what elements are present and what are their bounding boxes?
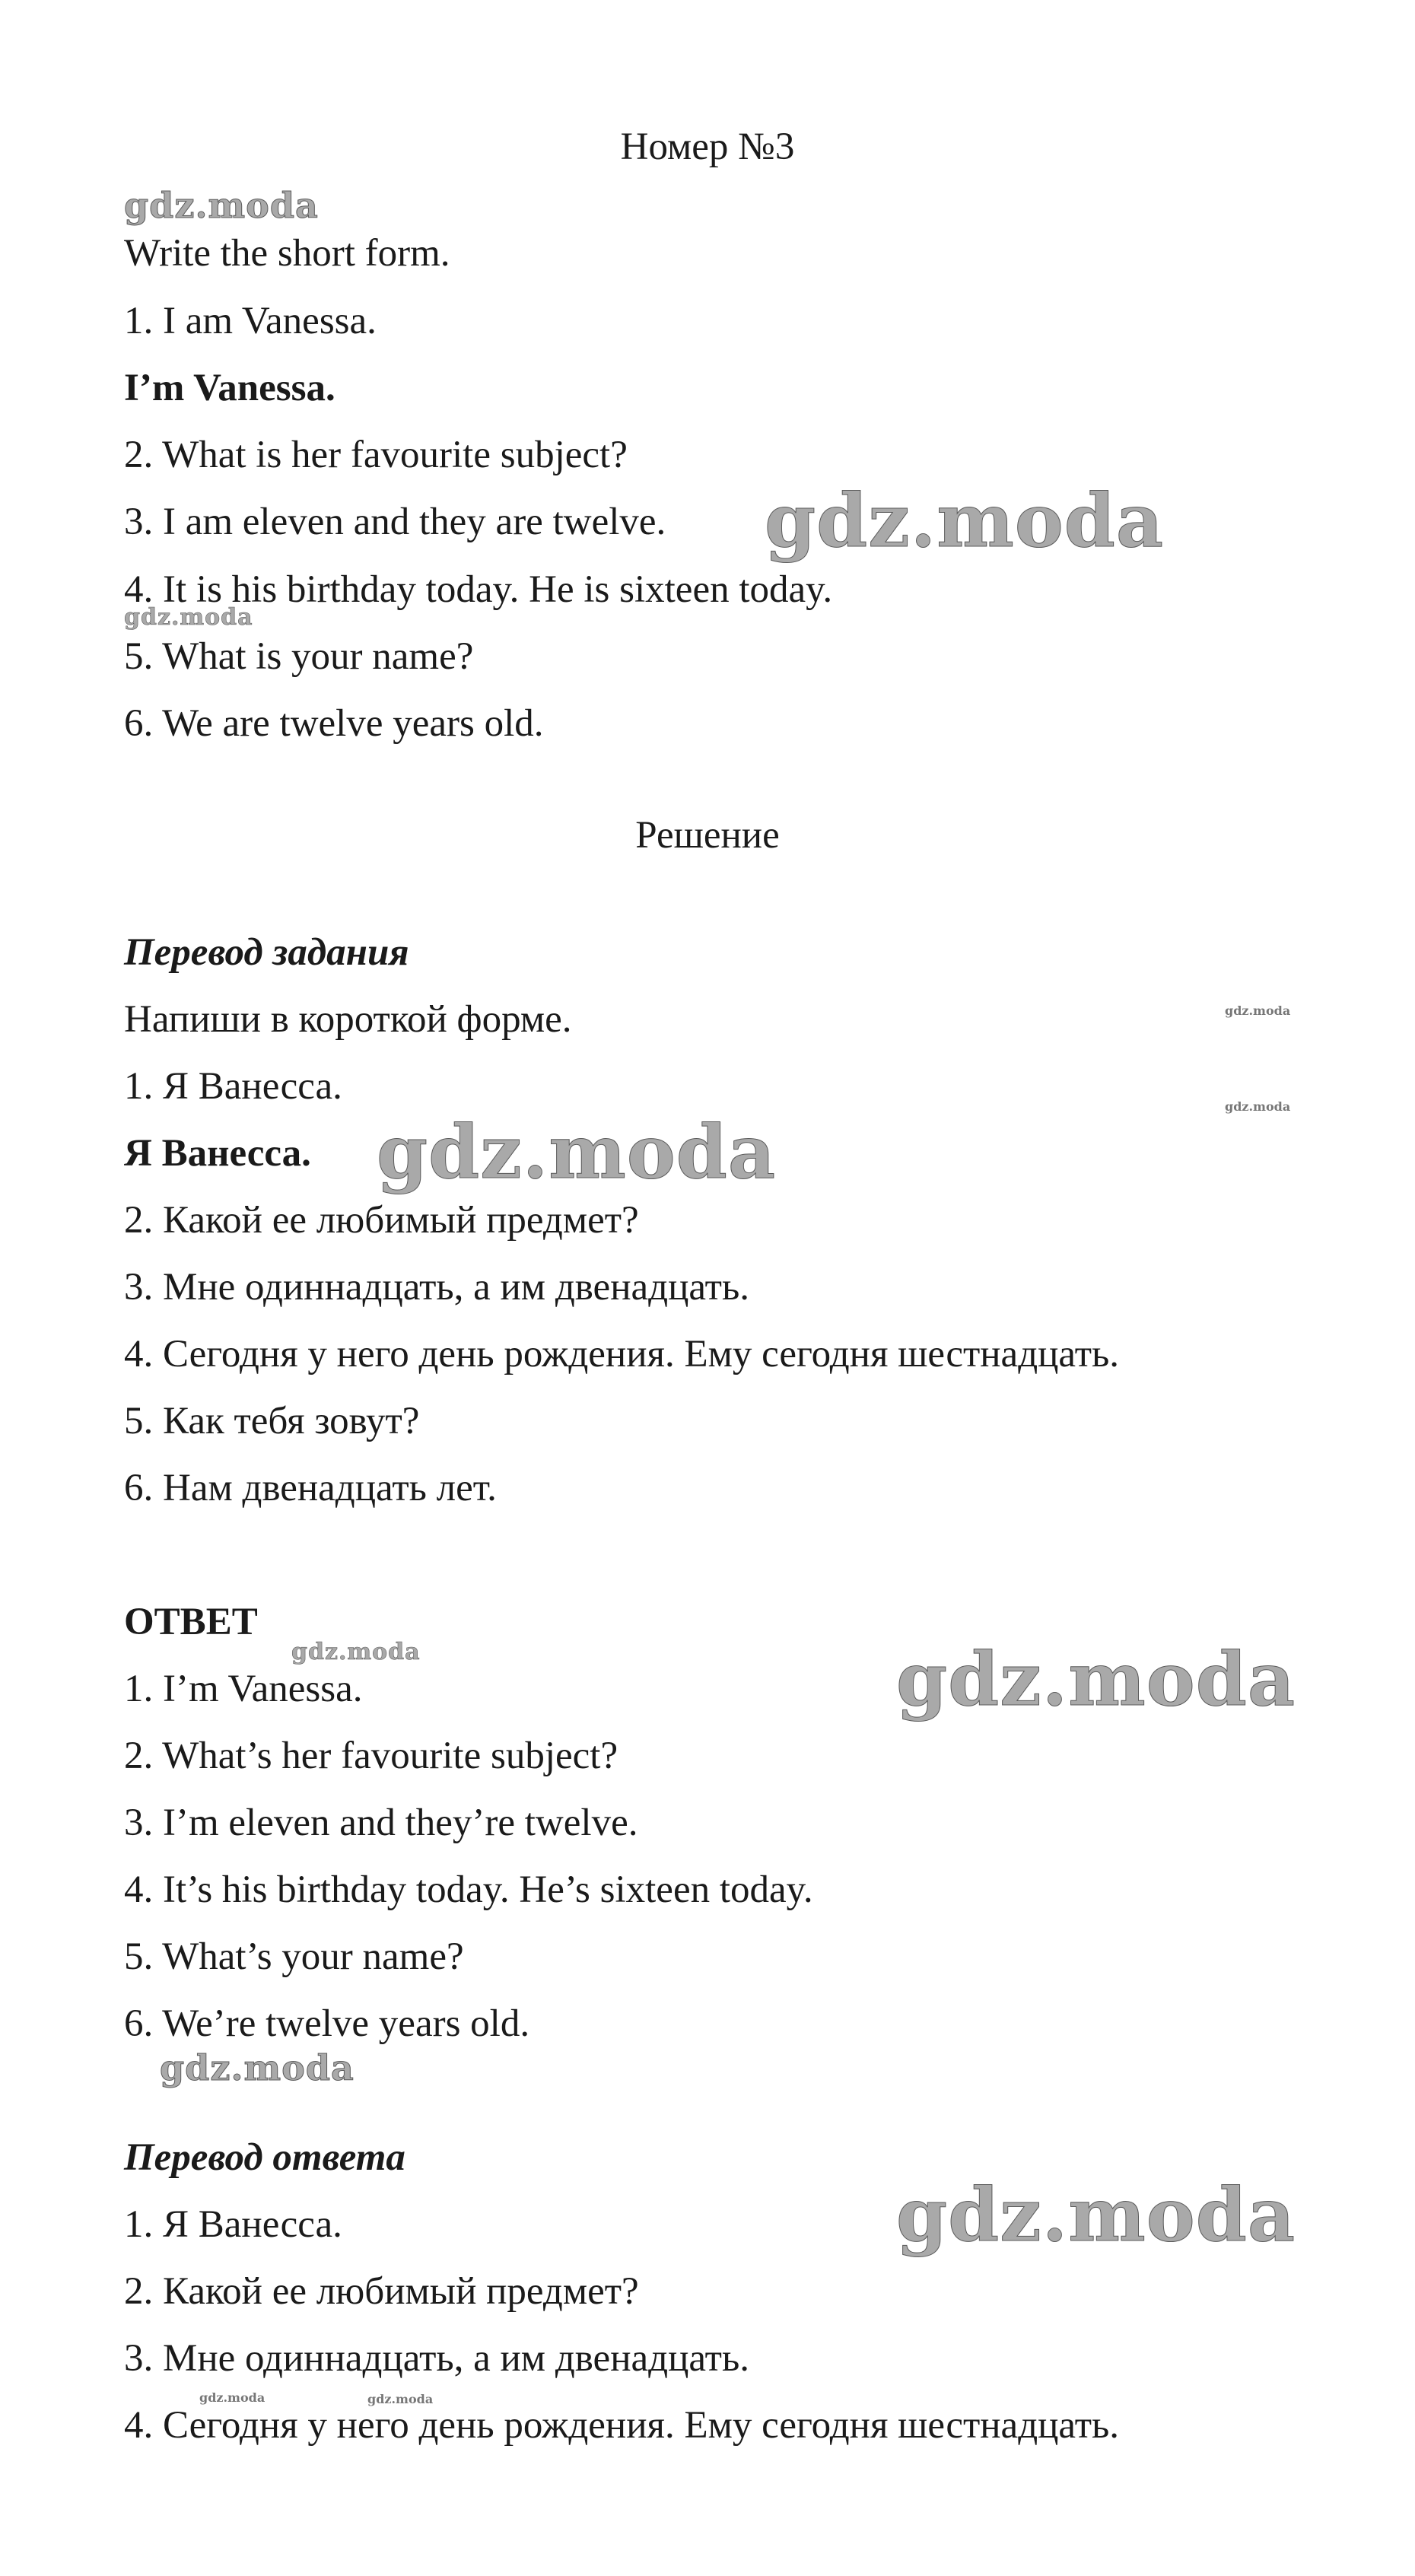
task-item: 2. What is her favourite subject? bbox=[124, 434, 628, 476]
task-example-answer: I’m Vanessa. bbox=[124, 367, 335, 409]
task-translation-item: 2. Какой ее любимый предмет? bbox=[124, 1199, 639, 1242]
watermark: gdz.moda bbox=[124, 185, 319, 226]
answer-translation-item: 1. Я Ванесса. bbox=[124, 2203, 342, 2246]
task-translation-item: 3. Мне одиннадцать, а им двенадцать. bbox=[124, 1266, 749, 1309]
task-translation-item: 4. Сегодня у него день рождения. Ему сегодня шестнадцать. bbox=[124, 1333, 1120, 1375]
answer-item: 5. What’s your name? bbox=[124, 1935, 464, 1978]
watermark: gdz.moda bbox=[291, 1639, 421, 1665]
watermark: gdz.moda bbox=[124, 604, 253, 631]
watermark: gdz.moda bbox=[765, 478, 1165, 564]
task-translation-item: 5. Как тебя зовут? bbox=[124, 1400, 420, 1442]
answer-item: 4. It’s his birthday today. He’s sixteen today. bbox=[124, 1868, 813, 1911]
answer-translation-item: 4. Сегодня у него день рождения. Ему сегодня шестнадцать. bbox=[124, 2404, 1120, 2447]
task-translation-instruction: Напиши в короткой форме. bbox=[124, 998, 572, 1041]
watermark: gdz.moda bbox=[199, 2390, 266, 2405]
page-title: Номер №3 bbox=[620, 126, 795, 168]
watermark: gdz.moda bbox=[377, 1109, 777, 1195]
solution-heading: Решение bbox=[635, 814, 780, 857]
task-translation-item: 6. Нам двенадцать лет. bbox=[124, 1467, 497, 1509]
watermark: gdz.moda bbox=[896, 2172, 1296, 2258]
task-instruction: Write the short form. bbox=[124, 232, 450, 275]
watermark: gdz.moda bbox=[367, 2392, 434, 2406]
watermark: gdz.moda bbox=[896, 1636, 1296, 1722]
task-item: 3. I am eleven and they are twelve. bbox=[124, 501, 666, 543]
answer-heading: ОТВЕТ bbox=[124, 1601, 258, 1643]
answer-item: 6. We’re twelve years old. bbox=[124, 2002, 530, 2045]
answer-translation-item: 3. Мне одиннадцать, а им двенадцать. bbox=[124, 2337, 749, 2380]
answer-translation-heading: Перевод ответа bbox=[124, 2136, 405, 2179]
watermark: gdz.moda bbox=[1225, 1099, 1291, 1114]
answer-translation-item: 2. Какой ее любимый предмет? bbox=[124, 2270, 639, 2313]
answer-item: 3. I’m eleven and they’re twelve. bbox=[124, 1802, 638, 1844]
watermark: gdz.moda bbox=[1225, 1003, 1291, 1018]
task-translation-item: 1. Я Ванесса. bbox=[124, 1065, 342, 1108]
watermark: gdz.moda bbox=[160, 2047, 355, 2088]
answer-item: 2. What’s her favourite subject? bbox=[124, 1735, 618, 1777]
task-item: 1. I am Vanessa. bbox=[124, 300, 377, 342]
task-translation-heading: Перевод задания bbox=[124, 931, 409, 974]
task-item: 5. What is your name? bbox=[124, 635, 474, 678]
task-item: 4. It is his birthday today. He is sixteen today. bbox=[124, 568, 833, 611]
task-translation-example: Я Ванесса. bbox=[124, 1132, 311, 1175]
answer-item: 1. I’m Vanessa. bbox=[124, 1668, 363, 1710]
task-item: 6. We are twelve years old. bbox=[124, 702, 544, 745]
